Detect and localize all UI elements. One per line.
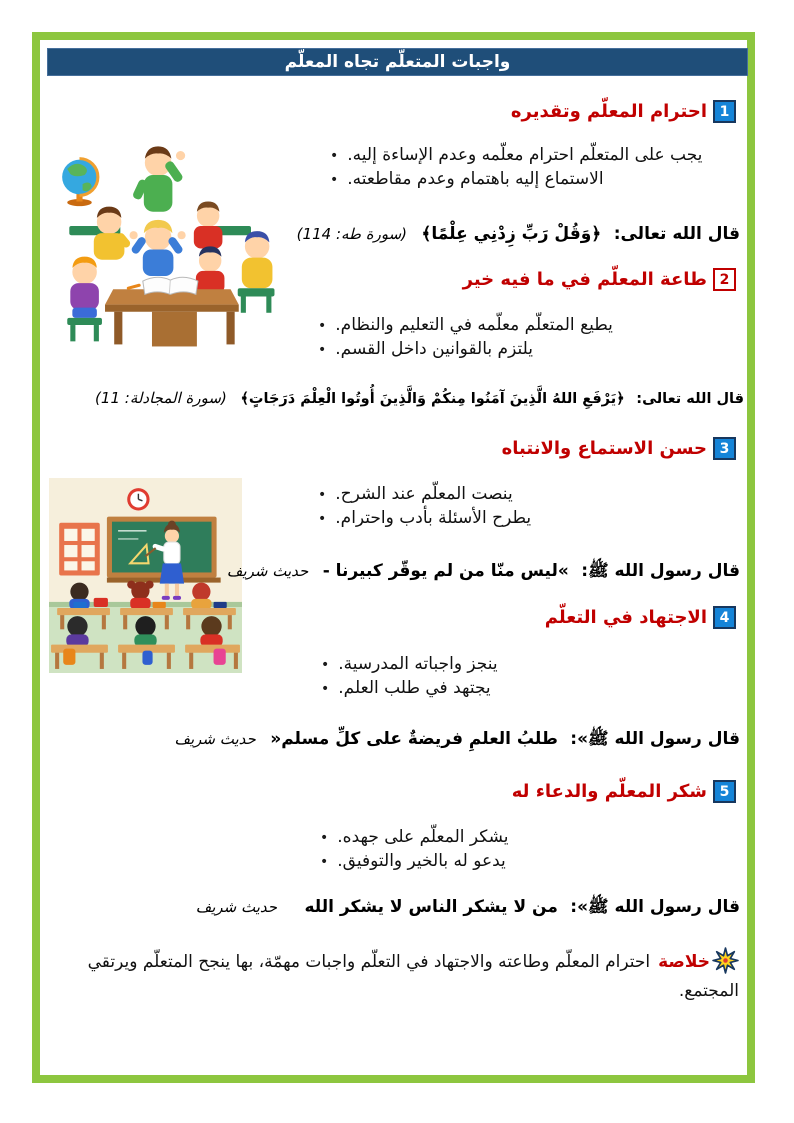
bullet-item: • يشكر المعلّم على جهده. <box>320 826 509 850</box>
bullet-item: • ينصت المعلّم عند الشرح. <box>318 483 531 507</box>
quote-text: ﴿وَقُلْ رَبِّ زِدْنِي عِلْمًا﴾ <box>421 224 602 244</box>
bullet-dot: • <box>318 342 327 358</box>
bullet-dot: • <box>320 854 329 870</box>
bullet-dot: • <box>321 657 330 673</box>
bullet-item: • يجتهد في طلب العلم. <box>321 677 498 701</box>
bullet-item: • يلتزم بالقوانين داخل القسم. <box>318 338 613 362</box>
section-4-bullets <box>321 653 498 701</box>
quote-source: (سورة طه: 114) <box>296 225 408 243</box>
section-1-bullets <box>330 144 702 192</box>
quote-text: طلبُ العلمِ فريضةٌ على كلِّ مسلم« <box>270 729 558 749</box>
bullet-dot: • <box>318 487 327 503</box>
bullet-item: • يدعو له بالخير والتوفيق. <box>320 850 509 874</box>
bullet-item: • ينجز واجباته المدرسية. <box>321 653 498 677</box>
quran-quote-1 <box>297 223 740 244</box>
section-3-bullets <box>318 483 531 531</box>
section-1-number-badge: 1 <box>713 100 736 123</box>
bullet-item: • يطيع المتعلّم معلّمه في التعليم والنظام. <box>318 314 613 338</box>
header-bar <box>47 48 748 76</box>
section-2-bullets <box>318 314 613 362</box>
summary-label: خلاصة <box>658 952 710 972</box>
quote-intro: قال رسول الله ﷺ»: <box>570 897 740 917</box>
section-5-heading <box>512 780 736 803</box>
quote-intro: قال رسول الله ﷺ: <box>581 561 740 581</box>
quote-source: حديث شريف <box>174 730 256 748</box>
bullet-dot: • <box>330 148 339 164</box>
bullet-item: • يجب على المتعلّم احترام معلّمه وعدم الإساءة إليه. <box>330 144 702 168</box>
quote-source: (سورة المجادلة: 11) <box>95 389 227 407</box>
section-5-number-badge: 5 <box>713 780 736 803</box>
page-title: واجبات المتعلّم تجاه المعلّم <box>284 52 511 72</box>
quote-text: »ليس منّا من لم يوقّر كبيرنا - <box>322 561 569 581</box>
section-1-title: احترام المعلّم وتقديره <box>510 101 707 122</box>
section-3-title: حسن الاستماع والانتباه <box>501 438 707 459</box>
quote-text: ﴿يَرْفَعِ اللهُ الَّذِينَ آمَنُوا مِنكُمْ وَالَّذِينَ أُوتُوا الْعِلْمَ دَرَجَاتٍ﴾ <box>240 391 625 407</box>
bullet-item: • يطرح الأسئلة بأدب واحترام. <box>318 507 531 531</box>
quote-text: من لا يشكر الناس لا يشكر الله <box>304 897 558 917</box>
quote-intro: قال رسول الله ﷺ»: <box>570 729 740 749</box>
section-2-heading <box>463 268 736 291</box>
quote-intro: قال الله تعالى: <box>613 224 740 244</box>
quote-source: حديث شريف <box>195 898 278 916</box>
bullet-dot: • <box>318 318 327 334</box>
section-1-heading <box>511 100 736 123</box>
section-2-title: طاعة المعلّم في ما فيه خير <box>462 269 707 290</box>
section-3-heading <box>502 437 736 460</box>
star-burst-icon <box>712 947 739 974</box>
bullet-dot: • <box>320 830 329 846</box>
hadith-quote-2 <box>174 728 740 753</box>
summary-block <box>62 947 739 1006</box>
section-4-number-badge: 4 <box>713 606 736 629</box>
bullet-dot: • <box>330 172 339 188</box>
bullet-dot: • <box>318 511 327 527</box>
section-2-number-badge: 2 <box>713 268 736 291</box>
quote-intro: قال الله تعالى: <box>636 391 744 407</box>
hadith-quote-3 <box>196 896 740 921</box>
hadith-quote-1 <box>227 560 740 585</box>
section-5-bullets <box>320 826 509 874</box>
section-3-number-badge: 3 <box>713 437 736 460</box>
section-4-heading <box>545 606 736 629</box>
classroom-teacher-image <box>48 478 243 673</box>
section-5-title: شكر المعلّم والدعاء له <box>511 781 707 802</box>
quote-source: حديث شريف <box>226 562 309 580</box>
kids-studying-image <box>55 138 300 363</box>
bullet-item: • الاستماع إليه باهتمام وعدم مقاطعته. <box>330 168 702 192</box>
quran-quote-2 <box>95 389 744 407</box>
summary-text: احترام المعلّم وطاعته والاجتهاد في التعلّم واجبات مهمّة، بها ينجح المتعلّم ويرتقي المجتمع. <box>87 952 739 1001</box>
section-4-title: الاجتهاد في التعلّم <box>544 607 707 628</box>
bullet-dot: • <box>321 681 330 697</box>
